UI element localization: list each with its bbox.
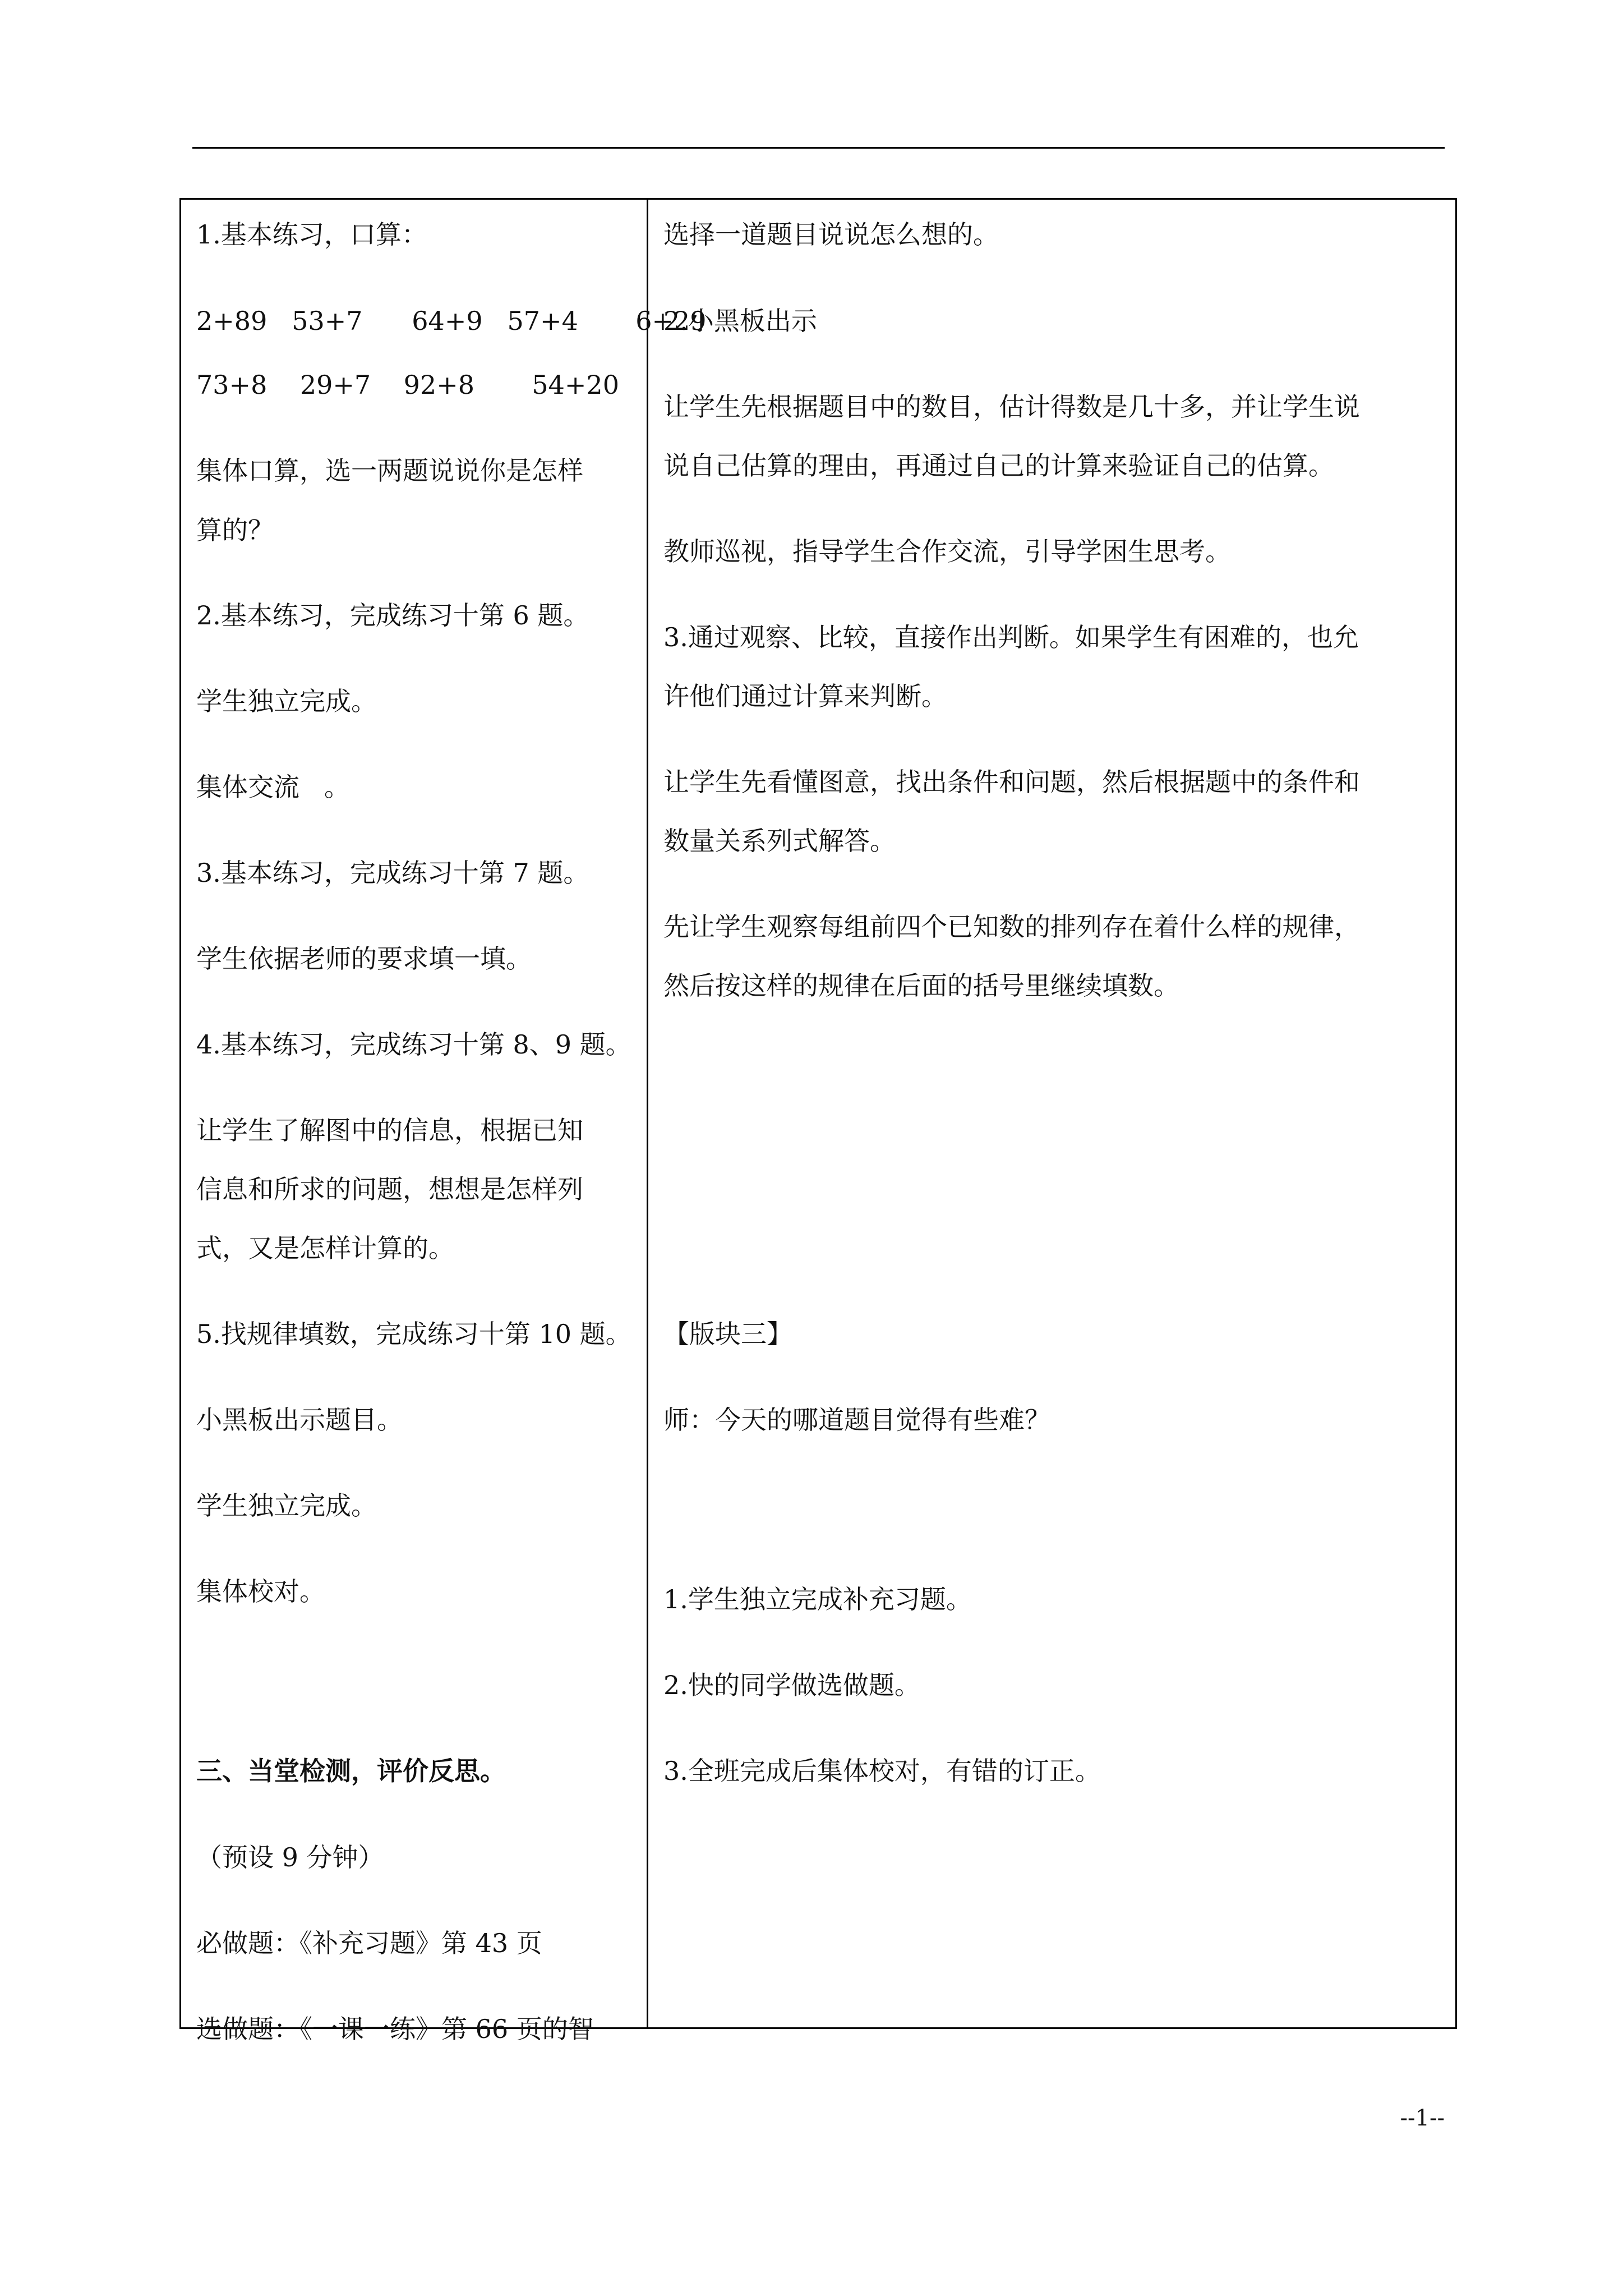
header-rule — [192, 147, 1445, 149]
left-line-1: 1.基本练习，口算： — [196, 219, 427, 250]
left-line-18: 集体校对。 — [196, 1576, 325, 1607]
left-column-cell — [181, 200, 707, 2044]
left-line-15: 5.找规律填数，完成练习十第 10 题。 — [196, 1319, 631, 1349]
section-label: 【版块三】 — [663, 1319, 792, 1349]
section-heading: 三、当堂检测，评价反思。 — [196, 1756, 506, 1786]
left-line-22: 选做题：《一课一练》第 66 页的智 — [196, 2014, 594, 2044]
left-line-2: 2+89 53+7 64+9 57+4 6+29 — [196, 306, 707, 336]
left-line-4: 集体口算，选一两题说说你是怎样 — [196, 455, 583, 486]
lesson-plan-table — [179, 198, 1457, 2044]
left-line-17: 学生独立完成。 — [196, 1490, 377, 1521]
right-line-13: 师：今天的哪道题目觉得有些难？ — [663, 1405, 1050, 1435]
left-line-11: 4.基本练习，完成练习十第 8、9 题。 — [196, 1029, 631, 1060]
left-line-6: 2.基本练习，完成练习十第 6 题。 — [196, 600, 589, 631]
right-line-11: 然后按这样的规律在后面的括号里继续填数。 — [663, 970, 1179, 1001]
right-line-2: 2.小黑板出示 — [663, 306, 817, 336]
right-line-3: 让学生先根据题目中的数目，估计得数是几十多，并让学生说 — [663, 392, 1360, 422]
left-line-20: （预设 9 分钟） — [196, 1842, 384, 1872]
right-column-cell — [648, 200, 1455, 2027]
page-number: --1-- — [1400, 2105, 1445, 2131]
left-line-21: 必做题：《补充习题》第 43 页 — [196, 1928, 542, 1958]
right-line-6: 3.通过观察、比较，直接作出判断。如果学生有困难的，也允 — [663, 622, 1359, 652]
right-line-1: 选择一道题目说说怎么想的。 — [663, 219, 999, 250]
left-line-16: 小黑板出示题目。 — [196, 1405, 403, 1435]
left-line-14: 式，又是怎样计算的。 — [196, 1233, 454, 1263]
right-line-5: 教师巡视，指导学生合作交流，引导学困生思考。 — [663, 536, 1231, 567]
right-line-14: 1.学生独立完成补充习题。 — [663, 1584, 972, 1614]
left-line-8: 集体交流 。 — [196, 772, 350, 802]
left-line-5: 算的？ — [196, 515, 274, 545]
right-line-16: 3.全班完成后集体校对，有错的订正。 — [663, 1756, 1101, 1786]
left-line-10: 学生依据老师的要求填一填。 — [196, 944, 532, 974]
right-line-8: 让学生先看懂图意，找出条件和问题，然后根据题中的条件和 — [663, 767, 1360, 797]
right-line-10: 先让学生观察每组前四个已知数的排列存在着什么样的规律， — [663, 912, 1360, 942]
left-line-9: 3.基本练习，完成练习十第 7 题。 — [196, 858, 589, 888]
left-line-12: 让学生了解图中的信息，根据已知 — [196, 1115, 583, 1145]
right-line-7: 许他们通过计算来判断。 — [663, 681, 947, 711]
right-line-15: 2.快的同学做选做题。 — [663, 1670, 920, 1700]
left-line-7: 学生独立完成。 — [196, 686, 377, 716]
right-line-9: 数量关系列式解答。 — [663, 826, 896, 856]
left-line-13: 信息和所求的问题，想想是怎样列 — [196, 1174, 583, 1204]
left-line-3: 73+8 29+7 92+8 54+20 — [196, 370, 619, 400]
right-line-4: 说自己估算的理由，再通过自己的计算来验证自己的估算。 — [663, 450, 1334, 481]
